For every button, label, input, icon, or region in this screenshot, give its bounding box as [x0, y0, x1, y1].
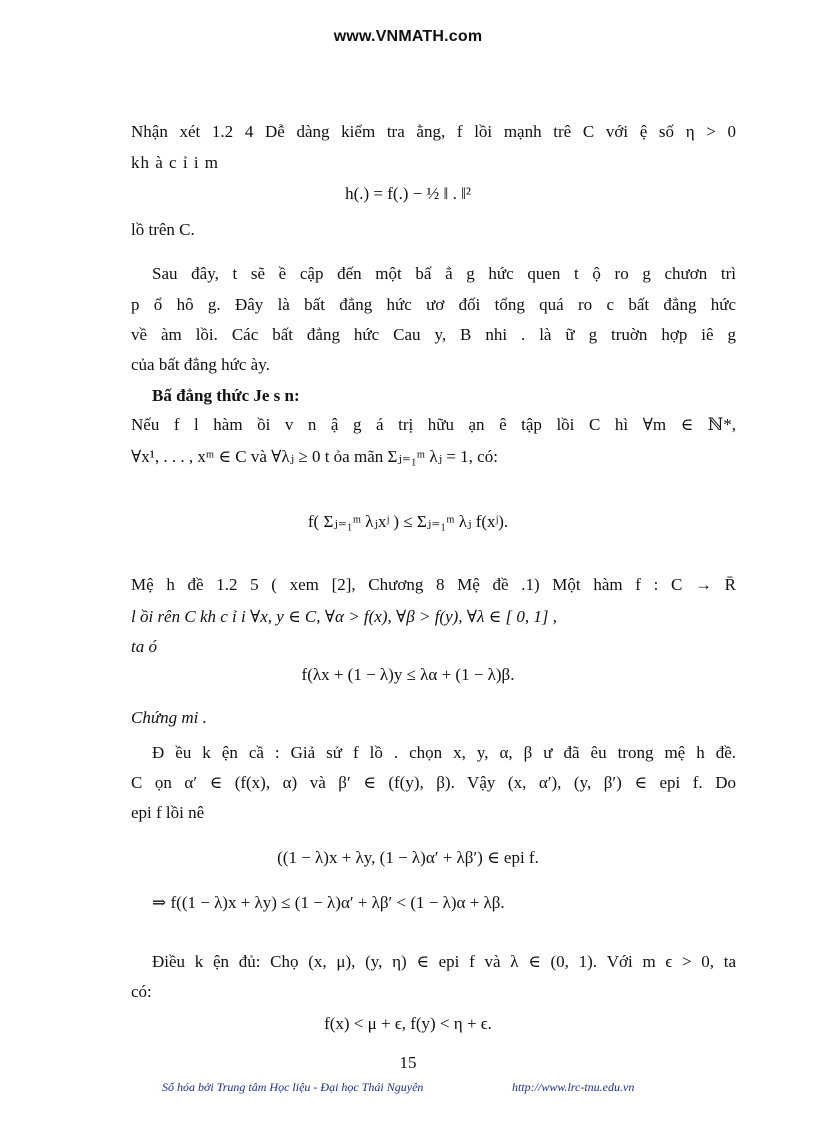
equation-h: h(.) = f(.) − ½ ‖ . ‖² — [345, 184, 471, 203]
jensen-line-2: ∀x¹, . . . , xᵐ ∈ C và ∀λⱼ ≥ 0 t ỏa mãn Σⱼ₌₁ᵐ λⱼ = 1, có: — [131, 447, 498, 466]
prop-line-2: l ồi rên C kh c ỉ i ∀x, y ∈ C, ∀α > f(x), ∀β > f(y), ∀λ ∈ [ 0, 1] , — [131, 607, 557, 626]
equation-implies: ⇒ f((1 − λ)x + λy) ≤ (1 − λ)α′ + λβ′ < (1 − λ)α + λβ. — [152, 893, 505, 912]
para-line-1: Sau đây, t sẽ ề cập đến một bấ ẳ g hức quen t ộ ro g chươn trì — [152, 264, 736, 283]
remark-line-2: kh à c ỉ i m — [131, 153, 220, 172]
remark-line-3: lồ trên C. — [131, 220, 195, 239]
para-line-4: của bất đẳng hức ày. — [131, 355, 270, 374]
footer-url: http://www.lrc-tnu.edu.vn — [512, 1080, 635, 1094]
equation-epi: ((1 − λ)x + λy, (1 − λ)α′ + λβ′) ∈ epi f. — [277, 848, 539, 867]
proof-line-3: epi f lồi nê — [131, 803, 205, 822]
proof-line-4: Điều k ện đủ: Chọ (x, μ), (y, η) ∈ epi f và λ ∈ (0, 1). Với m ϵ > 0, ta — [152, 952, 736, 971]
remark-line-1: Nhận xét 1.2 4 Dễ dàng kiểm tra ằng, f lồi mạnh trê C với ệ số η > 0 — [131, 122, 736, 141]
equation-final: f(x) < μ + ϵ, f(y) < η + ϵ. — [324, 1014, 492, 1033]
para-line-2: p ổ hô g. Đây là bất đẳng hức ươ đối tổng quá ro c bất đẳng hức — [131, 295, 736, 314]
prop-line-3: ta ó — [131, 637, 157, 656]
proof-title: Chứng mi . — [131, 708, 207, 727]
proof-line-5: có: — [131, 982, 152, 1001]
equation-jensen: f( Σⱼ₌₁ᵐ λⱼxʲ ) ≤ Σⱼ₌₁ᵐ λⱼ f(xʲ). — [307, 512, 509, 531]
jensen-line-1: Nếu f l hàm ồi v n ậ g á trị hữu ạn ê tập lồi C hì ∀m ∈ ℕ*, — [131, 415, 736, 434]
page-number: 15 — [399, 1053, 417, 1072]
para-line-3: về àm lồi. Các bất đẳng hức Cau y, B nhi . là ữ g truờn hợp iê g — [131, 325, 736, 344]
proof-line-2: C ọn α′ ∈ (f(x), α) và β′ ∈ (f(y), β). Vậy (x, α′), (y, β′) ∈ epi f. Do — [131, 773, 736, 792]
jensen-heading: Bấ đẳng thức Je s n: — [152, 386, 300, 405]
footer-source: Số hóa bởi Trung tâm Học liệu - Đại học Thái Nguyên — [162, 1080, 424, 1094]
equation-prop: f(λx + (1 − λ)y ≤ λα + (1 − λ)β. — [301, 665, 515, 684]
site-header: www.VNMATH.com — [333, 28, 483, 45]
proof-line-1: Đ ều k ện cầ : Giả sử f lồ . chọn x, y, α, β ư đã êu trong mệ h đề. — [152, 743, 736, 762]
prop-line-1: Mệ h đề 1.2 5 ( xem [2], Chương 8 Mệ đề .1) Một hàm f : C → R̄ — [131, 575, 736, 594]
